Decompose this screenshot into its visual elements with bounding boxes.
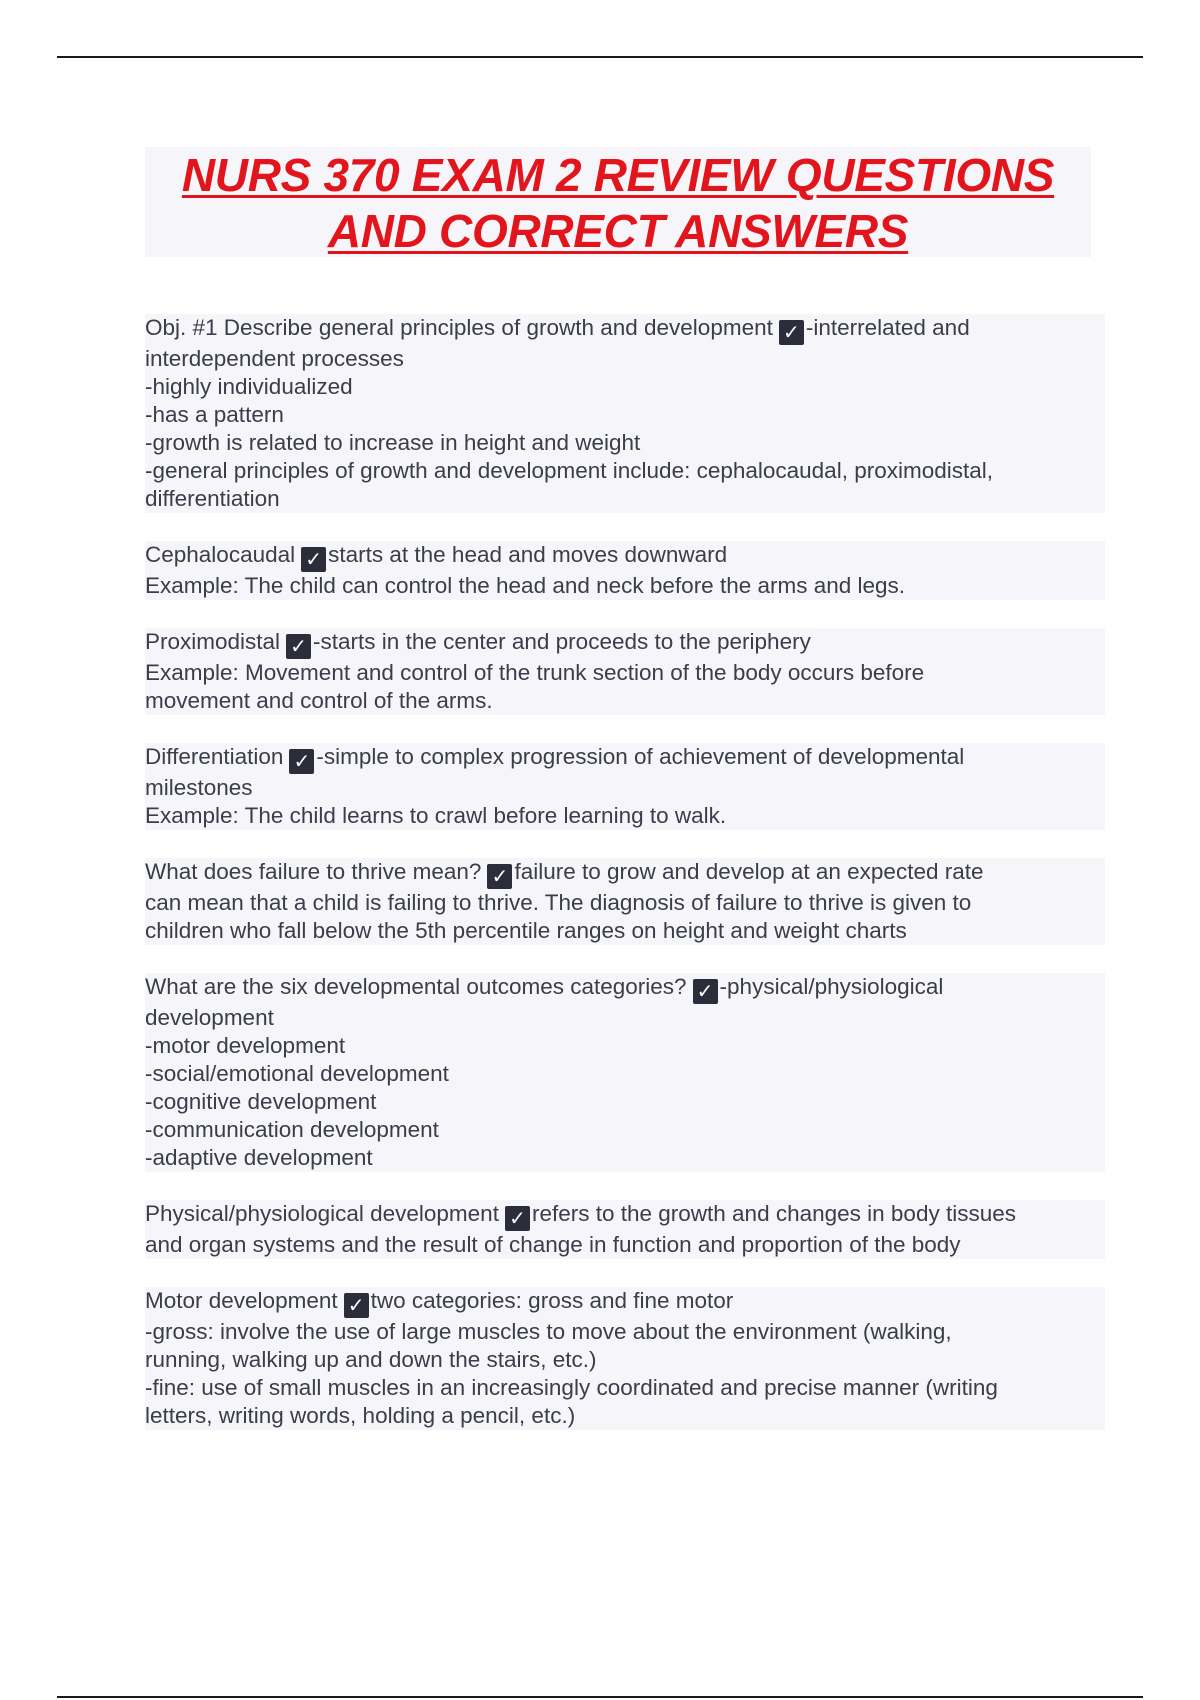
qa-first-line: [145, 743, 1101, 774]
qa-answer-start: refers to the growth and changes in body tissues: [531, 1201, 1016, 1226]
checkmark-icon: ✓: [344, 1293, 369, 1318]
qa-question: What are the six developmental outcomes categories?: [145, 974, 687, 999]
qa-answer-line: -general principles of growth and development include: cephalocaudal, proximodistal,: [145, 458, 994, 483]
qa-answer-line: -gross: involve the use of large muscles to move about the environment (walking,: [145, 1319, 952, 1344]
qa-answer-start: starts at the head and moves downward: [328, 542, 728, 567]
qa-answer-start: failure to grow and develop at an expected rate: [514, 859, 984, 884]
qa-answer-line: development: [145, 1005, 274, 1030]
title-line-1: NURS 370 EXAM 2 REVIEW QUESTIONS: [181, 149, 1055, 201]
qa-answer-line: -communication development: [145, 1117, 439, 1142]
qa-question: Motor development: [145, 1288, 338, 1313]
qa-answer-line: differentiation: [145, 486, 280, 511]
qa-answer-line: Example: The child learns to crawl before learning to walk.: [145, 803, 727, 828]
qa-answer-line: running, walking up and down the stairs, etc.): [145, 1347, 597, 1372]
qa-item: [145, 541, 1105, 600]
qa-first-line: [145, 858, 1101, 889]
qa-answer-line: and organ systems and the result of change in function and proportion of the body: [145, 1232, 961, 1257]
qa-answer-line: -social/emotional development: [145, 1061, 449, 1086]
qa-question: Physical/physiological development: [145, 1201, 499, 1226]
qa-list: [145, 314, 1105, 1458]
qa-question: Differentiation: [145, 744, 284, 769]
qa-answer-line: letters, writing words, holding a pencil, etc.): [145, 1403, 576, 1428]
title-line-2: AND CORRECT ANSWERS: [327, 205, 909, 257]
checkmark-icon: ✓: [289, 749, 314, 774]
qa-item: [145, 743, 1105, 830]
qa-answer-line: -highly individualized: [145, 374, 353, 399]
qa-first-line: [145, 1200, 1101, 1231]
bottom-rule: [57, 1696, 1143, 1698]
qa-answer-start: -starts in the center and proceeds to the periphery: [313, 629, 811, 654]
checkmark-icon: ✓: [301, 547, 326, 572]
document-title: [145, 147, 1091, 257]
qa-first-line: [145, 1287, 1101, 1318]
qa-answer-line: -has a pattern: [145, 402, 284, 427]
checkmark-icon: ✓: [693, 979, 718, 1004]
qa-first-line: [145, 314, 1101, 345]
checkmark-icon: ✓: [779, 320, 804, 345]
qa-answer-start: -simple to complex progression of achievement of developmental: [316, 744, 965, 769]
qa-item: [145, 1287, 1105, 1430]
qa-question: Proximodistal: [145, 629, 281, 654]
qa-answer-line: -motor development: [145, 1033, 346, 1058]
qa-first-line: [145, 973, 1101, 1004]
checkmark-icon: ✓: [487, 864, 512, 889]
qa-first-line: [145, 628, 1101, 659]
qa-item: [145, 314, 1105, 513]
qa-item: [145, 858, 1105, 945]
qa-answer-line: interdependent processes: [145, 346, 404, 371]
qa-item: [145, 628, 1105, 715]
qa-answer-line: Example: Movement and control of the trunk section of the body occurs before: [145, 660, 925, 685]
qa-question: Cephalocaudal: [145, 542, 296, 567]
top-rule: [57, 56, 1143, 58]
qa-answer-start: two categories: gross and fine motor: [370, 1288, 734, 1313]
qa-answer-line: can mean that a child is failing to thrive. The diagnosis of failure to thrive is given to: [145, 890, 972, 915]
qa-item: [145, 1200, 1105, 1259]
qa-answer-line: milestones: [145, 775, 253, 800]
qa-answer-line: -fine: use of small muscles in an increasingly coordinated and precise manner (writing: [145, 1375, 998, 1400]
checkmark-icon: ✓: [505, 1206, 530, 1231]
qa-answer-line: children who fall below the 5th percentile ranges on height and weight charts: [145, 918, 907, 943]
qa-answer-line: -growth is related to increase in height and weight: [145, 430, 641, 455]
checkmark-icon: ✓: [286, 634, 311, 659]
qa-question: What does failure to thrive mean?: [145, 859, 482, 884]
qa-question: Obj. #1 Describe general principles of growth and development: [145, 315, 773, 340]
qa-first-line: [145, 541, 1101, 572]
qa-answer-line: movement and control of the arms.: [145, 688, 493, 713]
qa-answer-line: -cognitive development: [145, 1089, 377, 1114]
qa-answer-start: -interrelated and: [805, 315, 970, 340]
qa-answer-start: -physical/physiological: [719, 974, 944, 999]
qa-item: [145, 973, 1105, 1172]
qa-answer-line: Example: The child can control the head and neck before the arms and legs.: [145, 573, 906, 598]
qa-answer-line: -adaptive development: [145, 1145, 373, 1170]
